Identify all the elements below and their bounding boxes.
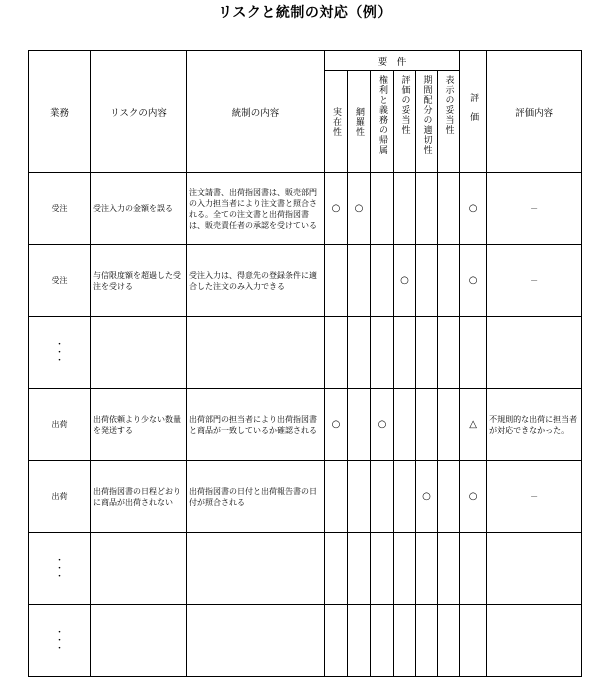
header-existence <box>325 71 348 173</box>
risk-cell: 出荷指図書の日程どおりに商品が出荷されない <box>91 461 187 533</box>
presentation-mark <box>438 389 460 461</box>
existence-mark <box>325 245 348 317</box>
risk-cell: 与信限度額を超過した受注を受ける <box>91 245 187 317</box>
header-rights <box>371 71 394 173</box>
risk-cell: 出荷依頼より少ない数量を発送する <box>91 389 187 461</box>
period-mark: ○ <box>416 461 438 533</box>
header-period <box>416 71 438 173</box>
evaluation-detail-cell: － <box>487 245 582 317</box>
header-risk: リスクの内容 <box>91 51 187 173</box>
control-cell: 受注入力は、得意先の登録条件に適合した注文のみ入力できる <box>187 245 325 317</box>
ellipsis-cell: ・ ・ ・ <box>29 317 91 389</box>
valuation-mark: ○ <box>394 245 416 317</box>
header-completeness <box>348 71 371 173</box>
business-cell: 出荷 <box>29 461 91 533</box>
existence-mark: ○ <box>325 389 348 461</box>
evaluation-detail-cell: － <box>487 173 582 245</box>
header-completeness-label: 網羅性 <box>354 106 364 137</box>
evaluation-mark: △ <box>460 389 487 461</box>
header-evaluation-detail: 評価内容 <box>487 51 582 173</box>
evaluation-detail-cell: 不規則的な出荷に担当者が対応できなかった。 <box>487 389 582 461</box>
header-business: 業務 <box>29 51 91 173</box>
valuation-mark <box>394 389 416 461</box>
table-row <box>29 317 582 389</box>
evaluation-detail-cell: － <box>487 461 582 533</box>
rights-mark: ○ <box>371 389 394 461</box>
business-cell: 受注 <box>29 173 91 245</box>
completeness-mark <box>348 245 371 317</box>
header-evaluation-label: 評価 <box>468 92 479 131</box>
valuation-mark <box>394 461 416 533</box>
table-row <box>29 605 582 677</box>
evaluation-mark: ○ <box>460 461 487 533</box>
table-row <box>29 533 582 605</box>
control-cell: 注文請書、出荷指図書は、販売部門の入力担当者により注文書と照合される。全ての注文書と出荷指図書は、販売責任者の承認を受けている <box>187 173 325 245</box>
evaluation-mark: ○ <box>460 245 487 317</box>
ellipsis-cell: ・ ・ ・ <box>29 533 91 605</box>
business-cell: 受注 <box>29 245 91 317</box>
presentation-mark <box>438 461 460 533</box>
existence-mark: ○ <box>325 173 348 245</box>
table-row <box>29 461 582 533</box>
header-valuation-label: 評価の妥当性 <box>399 75 410 135</box>
completeness-mark <box>348 389 371 461</box>
completeness-mark <box>348 461 371 533</box>
header-valuation <box>394 71 416 173</box>
presentation-mark <box>438 245 460 317</box>
header-rights-label: 権利と義務の帰属 <box>377 75 387 155</box>
control-cell: 出荷指図書の日付と出荷報告書の日付が照合される <box>187 461 325 533</box>
header-existence-label: 実在性 <box>331 106 341 137</box>
period-mark <box>416 173 438 245</box>
header-period-label: 期間配分の適切性 <box>421 75 432 155</box>
ellipsis-cell: ・ ・ ・ <box>29 605 91 677</box>
rights-mark <box>371 461 394 533</box>
header-requirements: 要 件 <box>325 51 460 71</box>
header-control: 統制の内容 <box>187 51 325 173</box>
existence-mark <box>325 461 348 533</box>
evaluation-mark: ○ <box>460 173 487 245</box>
risk-control-table <box>28 50 582 677</box>
table-row <box>29 173 582 245</box>
header-evaluation <box>460 51 487 173</box>
valuation-mark <box>394 173 416 245</box>
page-title: リスクと統制の対応（例） <box>218 5 392 21</box>
period-mark <box>416 389 438 461</box>
rights-mark <box>371 245 394 317</box>
header-presentation-label: 表示の妥当性 <box>443 75 454 135</box>
table-row <box>29 245 582 317</box>
risk-cell: 受注入力の金額を誤る <box>91 173 187 245</box>
period-mark <box>416 245 438 317</box>
rights-mark <box>371 173 394 245</box>
header-presentation <box>438 71 460 173</box>
completeness-mark: ○ <box>348 173 371 245</box>
presentation-mark <box>438 173 460 245</box>
business-cell: 出荷 <box>29 389 91 461</box>
control-cell: 出荷部門の担当者により出荷指図書と商品が一致しているか確認される <box>187 389 325 461</box>
table-row <box>29 389 582 461</box>
